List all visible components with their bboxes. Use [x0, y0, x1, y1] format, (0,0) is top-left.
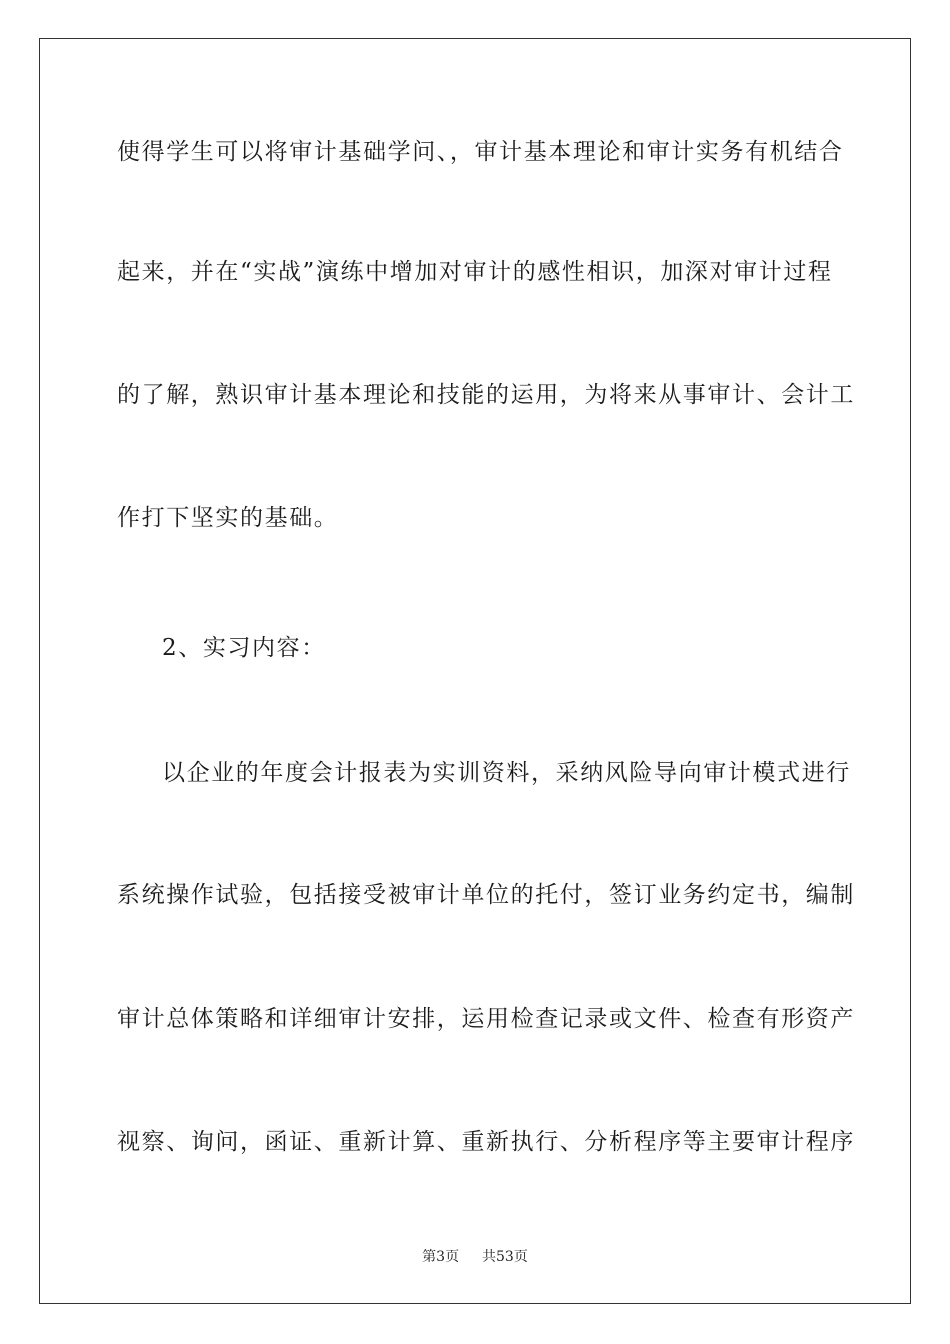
- page-number: 第3页: [422, 1249, 460, 1265]
- body-text-line: 以企业的年度会计报表为实训资料，采纳风险导向审计模式进行: [162, 760, 851, 786]
- body-text-line: 系统操作试验，包括接受被审计单位的托付，签订业务约定书，编制: [117, 882, 855, 908]
- page-footer: [0, 1246, 950, 1266]
- body-text-line: 作打下坚实的基础。: [117, 505, 339, 531]
- section-heading: 2、实习内容：: [162, 635, 326, 661]
- body-text-line: 使得学生可以将审计基础学问、，审计基本理论和审计实务有机结合: [117, 139, 844, 165]
- body-text-line: 视察、询问，函证、重新计算、重新执行、分析程序等主要审计程序: [117, 1129, 855, 1155]
- body-text-line: 起来，并在“实战”演练中增加对审计的感性相识，加深对审计过程: [117, 259, 833, 285]
- body-text-line: 审计总体策略和详细审计安排，运用检查记录或文件、检查有形资产: [117, 1006, 855, 1032]
- page-border: [39, 38, 911, 1304]
- body-text-line: 的了解，熟识审计基本理论和技能的运用，为将来从事审计、会计工: [117, 382, 855, 408]
- page-total: 共53页: [482, 1249, 528, 1265]
